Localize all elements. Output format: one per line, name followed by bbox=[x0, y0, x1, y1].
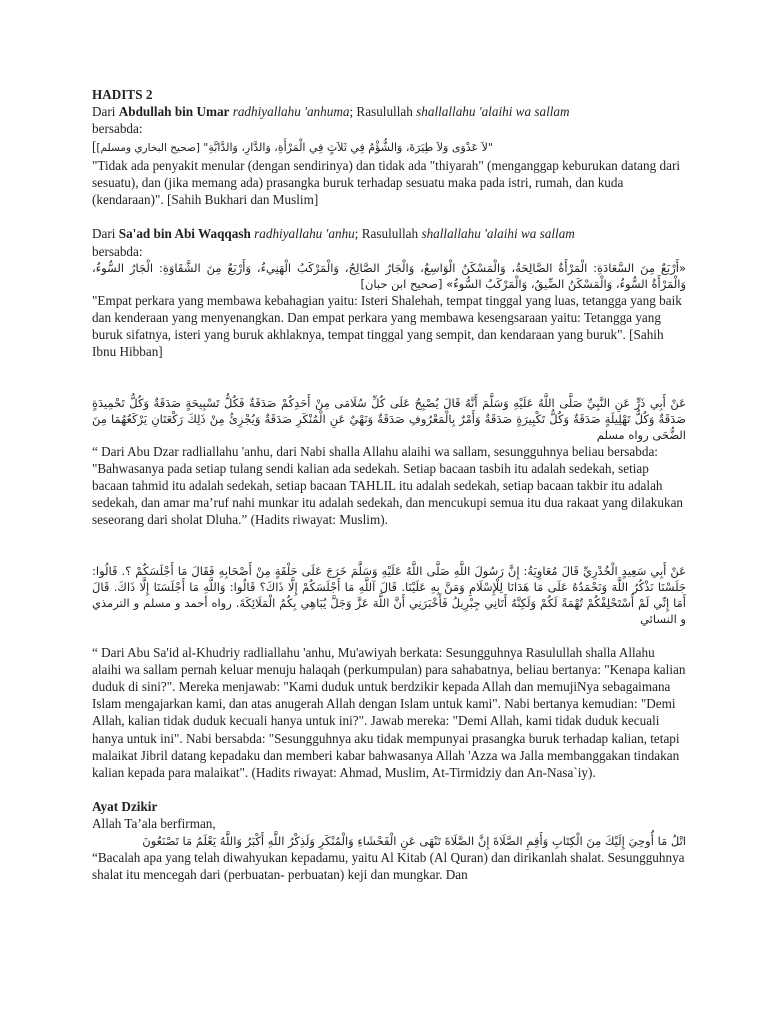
narrator-honorific: radhiyallahu 'anhuma bbox=[229, 104, 350, 120]
hadith-abu-said-al-khudriy bbox=[92, 563, 686, 782]
hadith-intro: Dari Sa'ad bin Abi Waqqash radhiyallahu 'anhu; Rasulullah shallallahu 'alaihi wa sallam bbox=[92, 226, 575, 242]
arabic-text: عَنْ أَبِي سَعِيدٍ الْخُدْرِيِّ قَالَ مُعَاوِيَةُ: إِنَّ رَسُولَ اللَّهِ صَلَّى اللَّهُ عَلَيْهِ وَسَلَّمَ خَرَجَ عَلَى حَلْقَةٍ مِنْ أَصْحَابِهِ فَقَالَ مَا أَجْلَسَكُمْ ؟. قَالُوا: جَلَسْنَا نَذْكُرُ اللَّهَ وَنَحْمَدُهُ عَلَى مَا هَدَانَا لِلْإِسْلَامِ وَمَنَّ بِهِ عَلَيْنَا. قَالَ آللَّهِ مَا أَجْلَسَكُمْ إِلَّا ذَاكَ؟ قَالُوا: وَاللَّهِ مَا أَجْلَسَنَا إِلَّا ذَاكَ. قَالَ أَمَا إِنِّي لَمْ أَسْتَحْلِفْكُمْ تُهْمَةً لَكُمْ وَلَكِنَّهُ أَتَانِي جِبْرِيلُ فَأَخْبَرَنِي أَنَّ اللَّهَ عَزَّ وَجَلَّ يُبَاهِي بِكُمُ الْمَلَائِكَةَ. رواه أحمد و مسلم و الترمذي و النسائي bbox=[92, 563, 686, 626]
arabic-text: عَنْ أَبِي ذَرٍّ عَنِ النَّبِيِّ صَلَّى اللَّهُ عَلَيْهِ وَسَلَّمَ أَنَّهُ قَالَ يُصْبِحُ عَلَى كُلِّ سُلَامَى مِنْ أَحَدِكُمْ صَدَقَةٌ فَكُلُّ تَسْبِيحَةٍ صَدَقَةٌ وَكُلُّ تَحْمِيدَةٍ صَدَقَةٌ وَكُلُّ تَهْلِيلَةٍ صَدَقَةٌ وَكُلُّ تَكْبِيرَةٍ صَدَقَةٌ وَأَمْرٌ بِالْمَعْرُوفِ صَدَقَةٌ وَنَهْيٌ عَنِ الْمُنْكَرِ صَدَقَةٌ وَيُجْزِئُ مِنْ ذَلِكَ رَكْعَتَانِ يَرْكَعُهُمَا مِنَ الضُّحَى رواه مسلم bbox=[92, 395, 686, 442]
hadith-saad-bin-abi-waqqash bbox=[92, 225, 686, 360]
said-label: bersabda: bbox=[92, 243, 143, 259]
translation-text: "Tidak ada penyakit menular (dengan sendirinya) dan tidak ada "thiyarah" (menganggap keburukan datang dari sesuatu), dan (jika memang ada) prasangka buruk terhadap sesuatu maka pada istri, rumah, dan kuda (kendaraan)". [Sahih Bukhari dan Muslim] bbox=[92, 157, 681, 208]
ayat-dzikir-section bbox=[92, 798, 686, 883]
narrator-name: Abdullah bin Umar bbox=[118, 104, 230, 120]
hadith-intro: Dari Abdullah bin Umar radhiyallahu 'anhuma; Rasulullah shallallahu 'alaihi wa sallam bbox=[92, 104, 570, 120]
translation-text: “ Dari Abu Sa'id al-Khudriy radliallahu 'anhu, Mu'awiyah berkata: Sesungguhnya Rasulullah shalla Allahu alaihi wa sallam pernah keluar menuju halaqah (perkumpulan) para sahabatnya, beliau bertanya: "Kenapa kalian duduk di sini?". Mereka menjawab: "Kami duduk untuk berdzikir kepada Allah dan memujiNya sebagaimana Islam mengajarkan kami, dan atas anugerah Allah dengan Islam untuk kami". Nabi bertanya kemudian: "Demi Allah, kalian tidak duduk kecuali hanya untuk ini?". Jawab mereka: "Demi Allah, kami tidak duduk kecuali hanya untuk ini". Nabi bersabda: "Sesungguhnya aku tidak mempunyai prasangka buruk terhadap kalian, tetapi malaikat Jibril datang kepadaku dan memberi kabar bahwasanya Allah 'Azza wa Jalla membanggakan tindakan kalian kepada para malaikat". (Hadits riwayat: Ahmad, Muslim, At-Tirmidziy dan An-Nasa`iy). bbox=[92, 644, 686, 781]
arabic-text: "لاَ عَدْوَى وَلاَ طِيَرَةَ، وَالشُّؤْمُ فِي ثَلاَثٍ فِي الْمَرْأَةِ، وَالدَّارِ، وَالدَّابَّةِ" bbox=[203, 140, 493, 154]
narrator-honorific: radhiyallahu 'anhu bbox=[250, 226, 355, 242]
hadith-abdullah-bin-umar bbox=[92, 103, 686, 208]
arabic-text: «أَرْبَعٌ مِنَ السَّعَادَةِ: الْمَرْأَةُ الصَّالِحَةُ، وَالْمَسْكَنُ الْوَاسِعُ، وَالْجَارُ الصَّالِحُ، وَالْمَرْكَبُ الْهَنِيءُ، وَأَرْبَعٌ مِنَ الشَّقَاوَةِ: الْجَارُ السُّوءُ، وَالْمَرْأَةُ السُّوءُ، وَالْمَسْكَنُ الضِّيقُ، وَالْمَرْكَبُ السُّوءُ» [صحيح ابن حبان] bbox=[92, 260, 686, 291]
arabic-source: [صحيح البخاري ومسلم] bbox=[96, 141, 200, 154]
translation-text: “Bacalah apa yang telah diwahyukan kepadamu, yaitu Al Kitab (Al Quran) dan dirikanlah shalat. Sesungguhnya shalat itu mencegah dari (perbuatan- perbuatan) keji dan mungkar. Dan bbox=[92, 849, 685, 882]
hadith-abu-dzar bbox=[92, 395, 686, 529]
arabic-text: اتْلُ مَا أُوحِيَ إِلَيْكَ مِنَ الْكِتَابِ وَأَقِمِ الصَّلَاةَ إِنَّ الصَّلَاةَ تَنْهَى عَنِ الْفَحْشَاءِ وَالْمُنْكَرِ وَلَذِكْرُ اللَّهِ أَكْبَرُ وَاللَّهُ يَعْلَمُ مَا تَصْنَعُونَ bbox=[142, 833, 686, 848]
translation-text: “ Dari Abu Dzar radliallahu 'anhu, dari Nabi shalla Allahu alaihi wa sallam, sesungguhnya beliau bersabda: "Bahwasanya pada setiap tulang sendi kalian ada sedekah. Setiap bacaan tasbih itu adalah sedekah, setiap bacaan tahmid itu adalah sedekah, setiap bacaan TAHLIL itu adalah sedekah, setiap bacaan takbir itu adalah sedekah, dan amar ma’ruf nahi munkar itu adalah sedekah, dan mencukupi semua itu dua rakaat yang dilakukan seseorang dari sholat Dluha.” (Hadits riwayat: Muslim). bbox=[92, 443, 684, 528]
ayat-intro: Allah Ta’ala berfirman, bbox=[92, 816, 216, 832]
section-heading: HADITS 2 bbox=[92, 87, 153, 102]
arabic-line: [[صحيح البخاري ومسلم] "لاَ عَدْوَى وَلاَ طِيَرَةَ، وَالشُّؤْمُ فِي ثَلاَثٍ فِي الْمَرْأَةِ، وَالدَّارِ، وَالدَّابَّةِ" bbox=[92, 138, 493, 154]
narrator-name: Sa'ad bin Abi Waqqash bbox=[118, 226, 251, 242]
document-page bbox=[92, 86, 686, 883]
prophet-honorific: shallallahu 'alaihi wa sallam bbox=[416, 104, 570, 120]
section-heading: Ayat Dzikir bbox=[92, 799, 158, 815]
translation-text: "Empat perkara yang membawa kebahagian yaitu: Isteri Shalehah, tempat tinggal yang luas, tetangga yang baik dan kenderaan yang menyenangkan. Dan empat perkara yang membawa kesengsaraan yaitu: Tetangga yang buruk sifatnya, isteri yang buruk akhlaknya, tempat tinggal yang sempit, dan kendaraan yang buruk". [Sahih Ibnu Hibban] bbox=[92, 292, 682, 360]
said-label: bersabda: bbox=[92, 121, 143, 137]
prophet-honorific: shallallahu 'alaihi wa sallam bbox=[421, 226, 575, 242]
